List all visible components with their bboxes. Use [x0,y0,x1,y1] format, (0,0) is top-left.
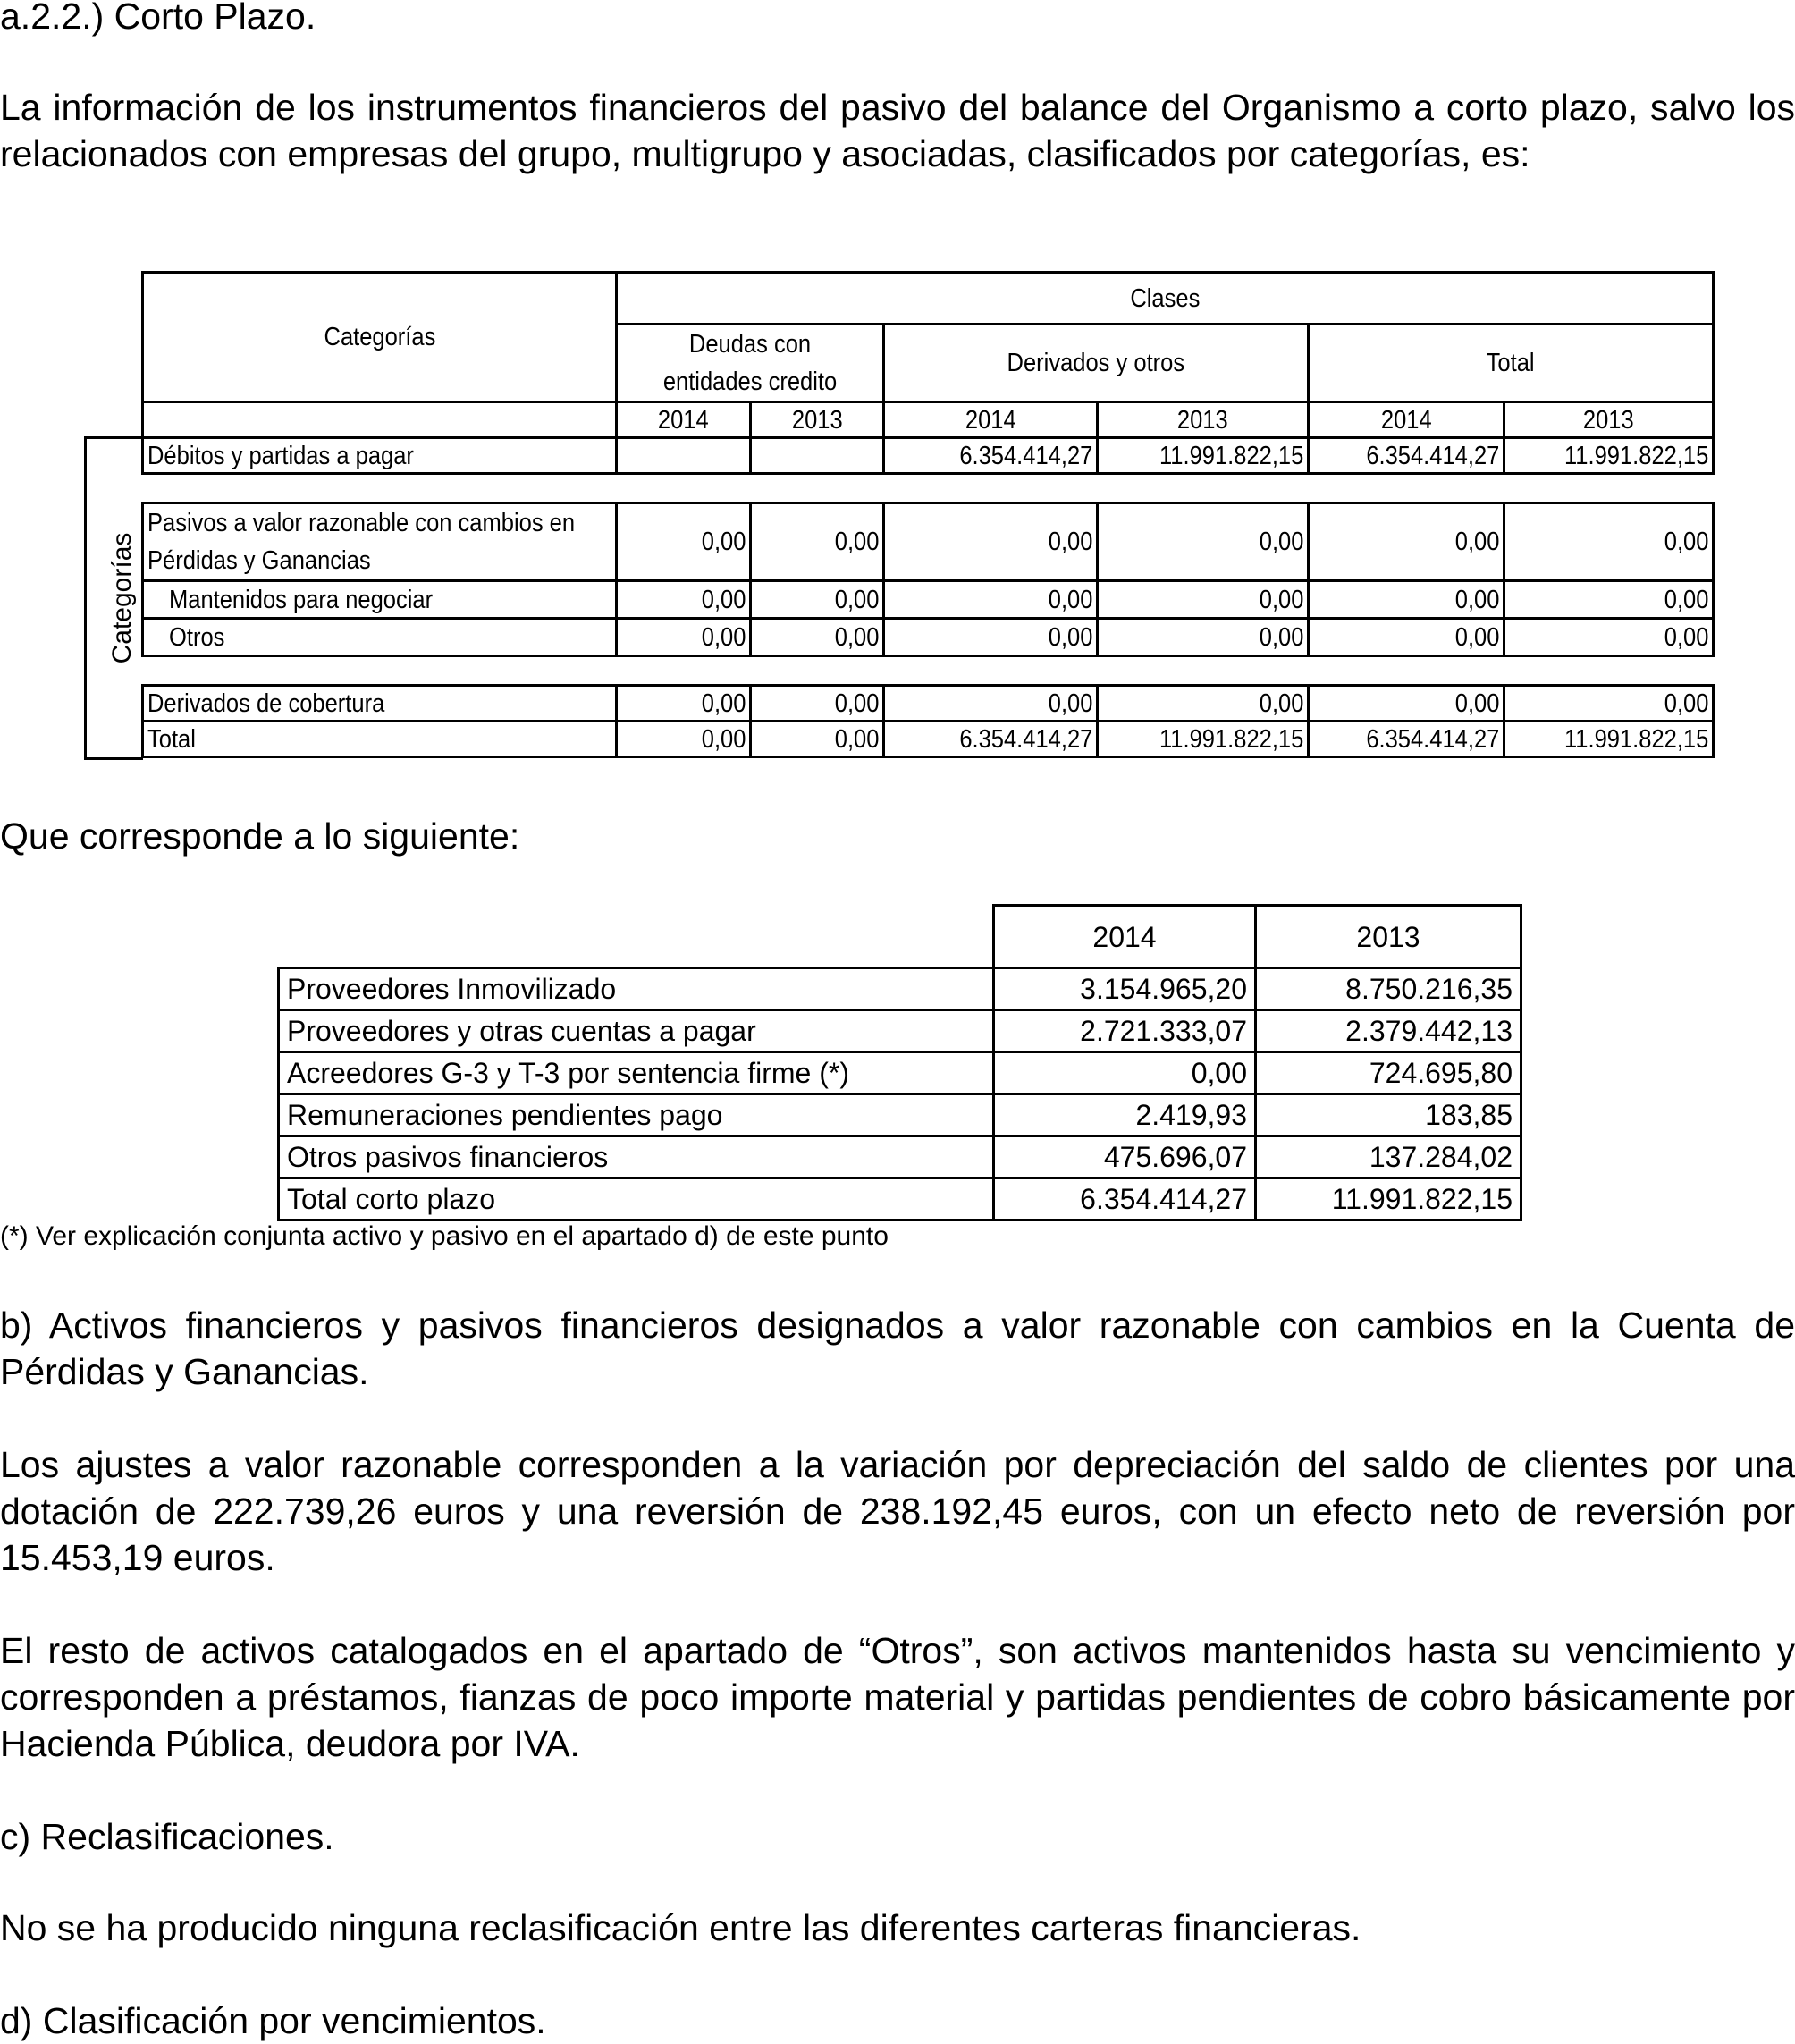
cell-value: 0,00 [1309,503,1504,581]
row-label: Mantenidos para negociar [143,581,617,619]
cell-value: 0,00 [751,619,884,656]
cell-value: 6.354.414,27 [884,722,1098,757]
header-categories: Categorías [143,273,617,402]
table-row [143,438,1714,474]
table-row [279,1178,1521,1220]
cell-value: 0,00 [1309,686,1504,722]
table-row [279,1136,1521,1178]
cell-value: 0,00 [1098,619,1309,656]
table-row [279,968,1521,1010]
cell-value: 137.284,02 [1256,1136,1521,1178]
row-label: Remuneraciones pendientes pago [279,1094,994,1136]
year-header: 2013 [1256,906,1521,968]
year-header: 2014 [994,906,1256,968]
cell-value: 0,00 [617,619,751,656]
cell-value: 11.991.822,15 [1256,1178,1521,1220]
cell-value: 0,00 [1504,686,1714,722]
year-header: 2014 [884,402,1098,438]
header-blank [279,906,994,968]
cell-value: 11.991.822,15 [1504,438,1714,474]
cell-value: 0,00 [617,503,751,581]
cell-value: 0,00 [751,581,884,619]
cell-value: 0,00 [1504,619,1714,656]
cell-value: 0,00 [751,503,884,581]
other-assets-paragraph: El resto de activos catalogados en el apartado de “Otros”, son activos mantenidos hasta su vencimiento y corresponden a préstamos, fianzas de poco importe material y partidas pendientes de cobro básicamente por Hacienda Pública, deudora por IVA. [0,1630,1795,1764]
cell-value [617,438,751,474]
class-derivados: Derivados y otros [884,325,1309,402]
cell-value: 0,00 [751,686,884,722]
cell-value: 6.354.414,27 [1309,438,1504,474]
cell-value: 2.419,93 [994,1094,1256,1136]
footnote: (*) Ver explicación conjunta activo y pasivo en el apartado d) de este punto [0,1221,889,1251]
categories-table [141,271,1715,758]
cell-value: 0,00 [884,686,1098,722]
cell-value: 0,00 [1098,503,1309,581]
header-blank [143,402,617,438]
table-row [279,1052,1521,1094]
row-label: Acreedores G-3 y T-3 por sentencia firme (*) [279,1052,994,1094]
cell-value: 0,00 [994,1052,1256,1094]
row-label: Total [143,722,617,757]
cell-value: 0,00 [617,686,751,722]
row-label: Proveedores y otras cuentas a pagar [279,1010,994,1052]
short-term-table [277,904,1522,1221]
year-header: 2013 [1098,402,1309,438]
year-header: 2014 [617,402,751,438]
cell-value: 6.354.414,27 [994,1178,1256,1220]
row-label: Débitos y partidas a pagar [143,438,617,474]
cell-value: 0,00 [1309,619,1504,656]
cell-value: 0,00 [1098,686,1309,722]
cell-value: 0,00 [1309,581,1504,619]
cell-value: 11.991.822,15 [1504,722,1714,757]
row-label: Otros pasivos financieros [279,1136,994,1178]
header-classes: Clases [617,273,1714,325]
row-label: Derivados de cobertura [143,686,617,722]
section-heading: a.2.2.) Corto Plazo. [0,0,316,37]
row-label: Total corto plazo [279,1178,994,1220]
table-row [279,1010,1521,1052]
year-header: 2013 [751,402,884,438]
cell-value: 0,00 [884,503,1098,581]
cell-value: 0,00 [884,619,1098,656]
cell-value: 0,00 [617,581,751,619]
cell-value: 2.379.442,13 [1256,1010,1521,1052]
row-label: Otros [143,619,617,656]
intro-paragraph: La información de los instrumentos financieros del pasivo del balance del Organismo a corto plazo, salvo los relacionados con empresas del grupo, multigrupo y asociadas, clasificados por categorías, es: [0,87,1795,174]
cell-value: 0,00 [617,722,751,757]
cell-value: 6.354.414,27 [884,438,1098,474]
cell-value: 724.695,80 [1256,1052,1521,1094]
table1-side-label: Categorías [107,532,137,664]
cell-value: 11.991.822,15 [1098,438,1309,474]
year-header: 2014 [1309,402,1504,438]
cell-value: 0,00 [1098,581,1309,619]
cell-value: 2.721.333,07 [994,1010,1256,1052]
cell-value: 3.154.965,20 [994,968,1256,1010]
year-header: 2013 [1504,402,1714,438]
class-deudas: Deudas con entidades credito [617,325,884,402]
table-row [143,581,1714,619]
row-spacer [143,656,1714,686]
table-row [143,503,1714,581]
cell-value: 183,85 [1256,1094,1521,1136]
table-row [143,686,1714,722]
section-c-heading: c) Reclasificaciones. [0,1816,334,1857]
table-row [143,722,1714,757]
cell-value: 0,00 [751,722,884,757]
row-label: Proveedores Inmovilizado [279,968,994,1010]
row-label: Pasivos a valor razonable con cambios en Pérdidas y Ganancias [143,503,617,581]
table-row [143,619,1714,656]
fair-value-paragraph: Los ajustes a valor razonable corresponden a la variación por depreciación del saldo de clientes por una dotación de 222.739,26 euros y una reversión de 238.192,45 euros, con un efecto neto de reversión por 15.453,19 euros. [0,1444,1795,1578]
reclassification-paragraph: No se ha producido ninguna reclasificación entre las diferentes carteras financieras. [0,1907,1361,1948]
cell-value: 0,00 [1504,581,1714,619]
table-row [279,1094,1521,1136]
row-spacer [143,474,1714,503]
cell-value: 0,00 [884,581,1098,619]
section-b-heading: b) Activos financieros y pasivos financieros designados a valor razonable con cambios en la Cuenta de Pérdidas y Ganancias. [0,1305,1795,1392]
section-d-heading: d) Clasificación por vencimientos. [0,2000,546,2041]
cell-value: 8.750.216,35 [1256,968,1521,1010]
cell-value: 6.354.414,27 [1309,722,1504,757]
correspond-heading: Que corresponde a lo siguiente: [0,815,520,857]
cell-value: 0,00 [1504,503,1714,581]
cell-value [751,438,884,474]
cell-value: 11.991.822,15 [1098,722,1309,757]
cell-value: 475.696,07 [994,1136,1256,1178]
class-total: Total [1309,325,1714,402]
